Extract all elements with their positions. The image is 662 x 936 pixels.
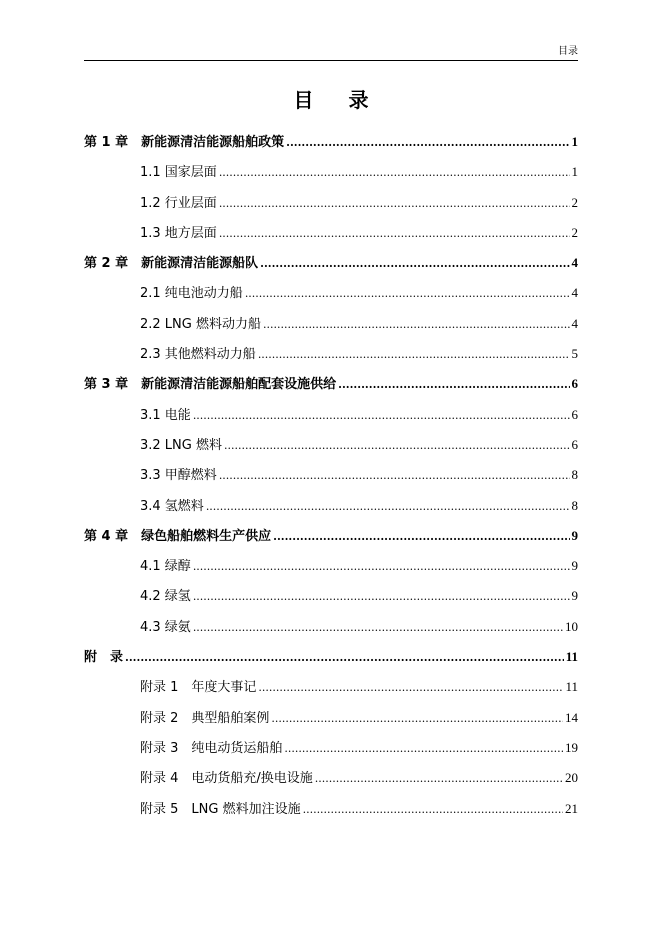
toc-section-entry[interactable] xyxy=(84,188,578,218)
toc-chapter-entry[interactable] xyxy=(84,521,578,551)
toc-section-entry[interactable] xyxy=(84,612,578,642)
toc-dot-leader xyxy=(303,795,563,825)
toc-dot-leader xyxy=(271,704,563,734)
toc-entry-title: 第 2 章 新能源清洁能源船队 xyxy=(84,256,259,272)
toc-entry-title: 3.2 LNG 燃料 xyxy=(140,437,222,453)
toc-dot-leader xyxy=(263,310,570,340)
toc-dot-leader xyxy=(258,340,570,370)
toc-section-entry[interactable] xyxy=(84,218,578,248)
toc-dot-leader xyxy=(193,582,570,612)
table-of-contents xyxy=(84,127,578,824)
toc-section-entry[interactable] xyxy=(84,703,578,733)
toc-entry-title: 3.4 氢燃料 xyxy=(140,498,204,514)
toc-entry-title: 4.1 绿醇 xyxy=(140,559,191,575)
toc-entry-title: 附录 3 纯电动货运船舶 xyxy=(140,740,283,756)
toc-section-entry[interactable] xyxy=(84,460,578,490)
toc-page-number: 4 xyxy=(571,285,578,301)
toc-page-number: 9 xyxy=(571,588,578,604)
toc-page-number: 8 xyxy=(571,497,578,513)
toc-section-entry[interactable] xyxy=(84,794,578,824)
page-title: 目 录 xyxy=(293,88,383,112)
toc-page-number: 11 xyxy=(565,649,578,665)
toc-dot-leader xyxy=(206,492,570,522)
toc-page-number: 2 xyxy=(571,224,578,240)
toc-entry-title: 附录 1 年度大事记 xyxy=(140,680,257,696)
toc-dot-leader xyxy=(219,189,570,219)
toc-page-number: 4 xyxy=(571,255,578,271)
toc-entry-title: 第 3 章 新能源清洁能源船舶配套设施供给 xyxy=(84,377,337,393)
toc-page-number: 6 xyxy=(571,406,578,422)
toc-dot-leader xyxy=(284,734,563,764)
toc-page-number: 6 xyxy=(571,436,578,452)
toc-entry-title: 4.3 绿氨 xyxy=(140,619,191,635)
toc-dot-leader xyxy=(193,552,570,582)
toc-dot-leader xyxy=(219,219,570,249)
toc-section-entry[interactable] xyxy=(84,672,578,702)
toc-entry-title: 3.1 电能 xyxy=(140,407,191,423)
toc-entry-title: 3.3 甲醇燃料 xyxy=(140,468,217,484)
toc-page-number: 4 xyxy=(571,315,578,331)
toc-section-entry[interactable] xyxy=(84,400,578,430)
toc-entry-title: 附录 4 电动货船充/换电设施 xyxy=(140,771,313,787)
toc-section-entry[interactable] xyxy=(84,581,578,611)
toc-page-number: 9 xyxy=(571,527,578,543)
toc-dot-leader xyxy=(338,370,569,400)
toc-entry-title: 1.2 行业层面 xyxy=(140,195,217,211)
toc-section-entry[interactable] xyxy=(84,763,578,793)
toc-dot-leader xyxy=(224,431,570,461)
toc-entry-title: 2.2 LNG 燃料动力船 xyxy=(140,316,261,332)
toc-section-entry[interactable] xyxy=(84,733,578,763)
toc-dot-leader xyxy=(245,279,570,309)
toc-section-entry[interactable] xyxy=(84,339,578,369)
toc-entry-title: 2.1 纯电池动力船 xyxy=(140,286,243,302)
toc-page-number: 5 xyxy=(571,346,578,362)
toc-entry-title: 1.1 国家层面 xyxy=(140,165,217,181)
toc-chapter-entry[interactable] xyxy=(84,642,578,672)
toc-page-number: 20 xyxy=(565,770,578,786)
toc-dot-leader xyxy=(125,643,564,673)
header-rule xyxy=(84,60,578,61)
toc-page-number: 2 xyxy=(571,194,578,210)
toc-dot-leader xyxy=(315,764,563,794)
toc-dot-leader xyxy=(219,158,570,188)
running-header: 目录 xyxy=(558,46,578,57)
toc-entry-title: 附 录 xyxy=(84,650,124,666)
toc-dot-leader xyxy=(286,128,569,158)
toc-dot-leader xyxy=(193,401,570,431)
toc-chapter-entry[interactable] xyxy=(84,248,578,278)
toc-entry-title: 附录 5 LNG 燃料加注设施 xyxy=(140,801,301,817)
toc-entry-title: 附录 2 典型船舶案例 xyxy=(140,710,270,726)
toc-page-number: 14 xyxy=(565,709,578,725)
toc-entry-title: 4.2 绿氢 xyxy=(140,589,191,605)
toc-section-entry[interactable] xyxy=(84,309,578,339)
toc-section-entry[interactable] xyxy=(84,278,578,308)
toc-dot-leader xyxy=(219,461,570,491)
toc-dot-leader xyxy=(260,249,569,279)
toc-entry-title: 第 1 章 新能源清洁能源船舶政策 xyxy=(84,135,285,150)
toc-section-entry[interactable] xyxy=(84,551,578,581)
toc-page-number: 10 xyxy=(565,618,578,634)
toc-chapter-entry[interactable] xyxy=(84,127,578,157)
toc-section-entry[interactable] xyxy=(84,157,578,187)
toc-dot-leader xyxy=(193,613,563,643)
toc-page-number: 21 xyxy=(565,800,578,816)
toc-page-number: 6 xyxy=(571,376,578,392)
toc-section-entry[interactable] xyxy=(84,491,578,521)
toc-page-number: 11 xyxy=(565,679,578,695)
toc-page-number: 19 xyxy=(565,739,578,755)
toc-page-number: 1 xyxy=(571,134,578,149)
toc-chapter-entry[interactable] xyxy=(84,369,578,399)
toc-entry-title: 1.3 地方层面 xyxy=(140,225,217,241)
toc-section-entry[interactable] xyxy=(84,430,578,460)
toc-page-number: 9 xyxy=(571,558,578,574)
toc-dot-leader xyxy=(258,673,563,703)
toc-page-number: 8 xyxy=(571,467,578,483)
toc-page-number: 1 xyxy=(571,164,578,180)
toc-dot-leader xyxy=(273,522,569,552)
toc-entry-title: 第 4 章 绿色船舶燃料生产供应 xyxy=(84,528,272,544)
toc-entry-title: 2.3 其他燃料动力船 xyxy=(140,347,256,363)
